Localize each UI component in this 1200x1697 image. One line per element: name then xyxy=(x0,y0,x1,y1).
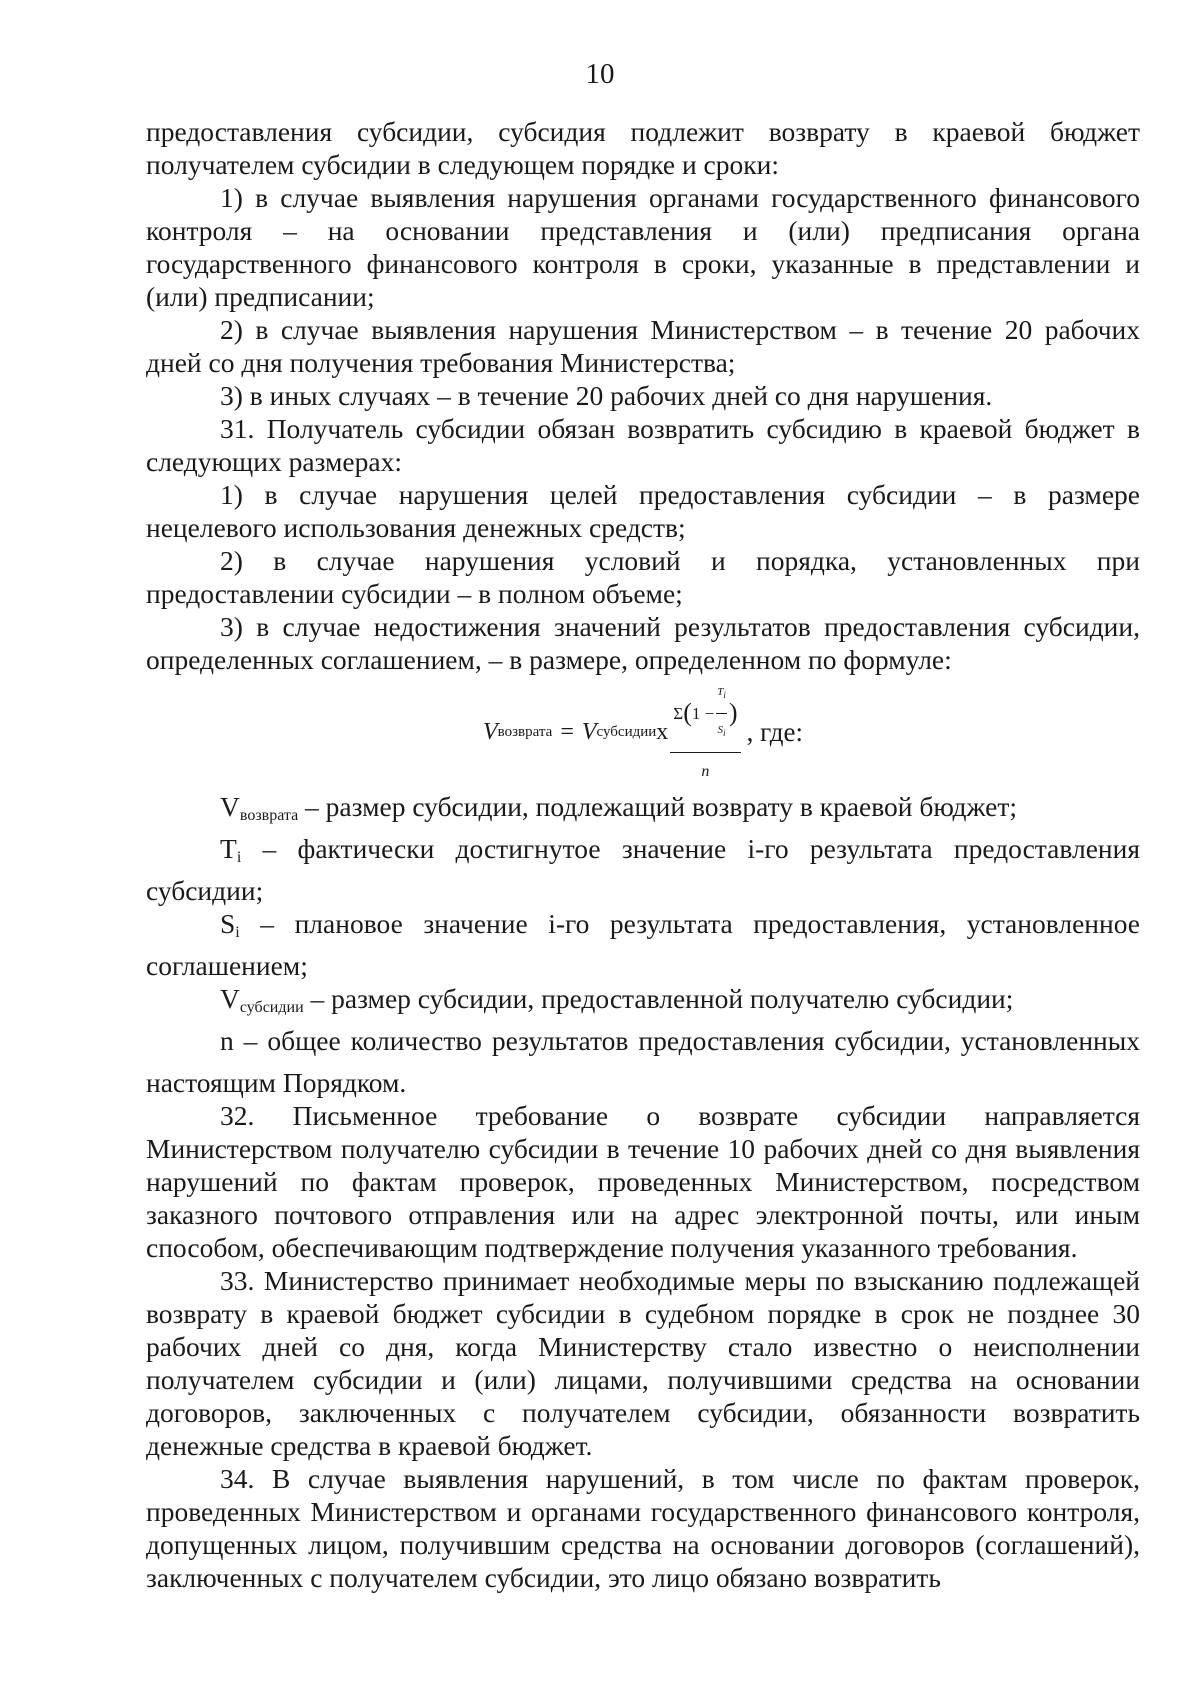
formula-equals: = xyxy=(560,718,574,745)
paragraph: 33. Министерство принимает необходимые меры по взысканию подлежащей возврату в краевой бюджет субсидии в судебном порядке в срок не позднее 30 рабочих дней со дня, когда Министерству стало известно о неисполнении получателем субсидии и (или) лицами, получившими средства на основании договоров, заключенных с получателем субсидии, обязанности возвратить денежные средства в краевой бюджет. xyxy=(146,1265,1140,1461)
paragraph: 1) в случае выявления нарушения органами государственного финансового контроля – на основании представления и (или) предписания органа государственного финансового контроля в сроки, указанные в представлении и (или) предписании; xyxy=(146,182,1140,312)
page-number: 10 xyxy=(585,58,615,90)
paragraph: предоставления субсидии, субсидия подлежит возврату в краевой бюджет получателем субсидии в следующем порядке и сроки: xyxy=(146,116,1140,180)
formula-s-sub: i xyxy=(723,727,726,738)
paragraph: 3) в случае недостижения значений результатов предоставления субсидии, определенных соглашением, – в размере, определенном по формуле: xyxy=(146,611,1140,675)
formula-t-sub: i xyxy=(723,690,726,701)
formula-numerator: Σ ( 1 − $\frac{T_i}{S_i}$ ) xyxy=(670,676,740,752)
paragraph: 34. В случае выявления нарушений, в том числе по фактам проверок, проведенных Министерством и органами государственного финансового контроля, допущенных лицом, получившим средства на основании договоров (соглашений), заключенных с получателем субсидии, это лицо обязано возвратить xyxy=(146,1463,1140,1593)
formula-denominator: n xyxy=(701,762,710,780)
paragraph: 32. Письменное требование о возврате субсидии направляется Министерством получателю субсидии в течение 10 рабочих дней со дня выявления нарушений по фактам проверок, проведенных Министерством, посредством заказного почтового отправления или на адрес электронной почты, или иным способом, обеспечивающим подтверждение получения указанного требования. xyxy=(146,1100,1140,1263)
formula-one-minus: 1 − xyxy=(691,703,715,723)
paragraph: 1) в случае нарушения целей предоставления субсидии – в размере нецелевого использования денежных средств; xyxy=(146,479,1140,543)
formula-lhs-var: V xyxy=(482,718,498,745)
formula-rhs-sub: субсидии xyxy=(596,723,657,740)
formula-lhs-sub: возврата xyxy=(497,723,553,740)
formula-tail: , где: xyxy=(746,716,804,747)
paragraph: 2) в случае выявления нарушения Министерством – в течение 20 рабочих дней со дня получения требования Министерства; xyxy=(146,314,1140,378)
paragraph: 31. Получатель субсидии обязан возвратить субсидию в краевой бюджет в следующих размерах: xyxy=(146,413,1140,477)
formula-s-var: S xyxy=(717,723,724,736)
formula-t-var: T xyxy=(717,686,724,699)
definition: n – общее количество результатов предоставления субсидии, установленных настоящим Порядком. xyxy=(146,1025,1140,1098)
definition: $T_i$ – фактически достигнутое значение i-го результата предоставления субсидии; xyxy=(146,833,1140,906)
refund-formula xyxy=(146,682,1140,782)
definition: $S_i$ – плановое значение i-го результата предоставления, установленное соглашением; xyxy=(146,908,1140,981)
formula-sum: Σ xyxy=(673,703,684,723)
definition: $V_{субсидии}$ – размер субсидии, предоставленной получателю субсидии; xyxy=(220,983,1014,1016)
document-body xyxy=(146,115,1140,1594)
paragraph: 3) в иных случаях – в течение 20 рабочих дней со дня нарушения. xyxy=(220,380,993,411)
definition: $V_{возврата}$ – размер субсидии, подлежащий возврату в краевой бюджет; xyxy=(220,791,1018,824)
formula-ratio xyxy=(716,676,727,749)
formula-fraction xyxy=(670,676,740,787)
formula-times: x xyxy=(656,718,669,745)
paragraph: 2) в случае нарушения условий и порядка, установленных при предоставлении субсидии – в полном объеме; xyxy=(146,545,1140,609)
formula-rhs-var: V xyxy=(581,718,597,745)
